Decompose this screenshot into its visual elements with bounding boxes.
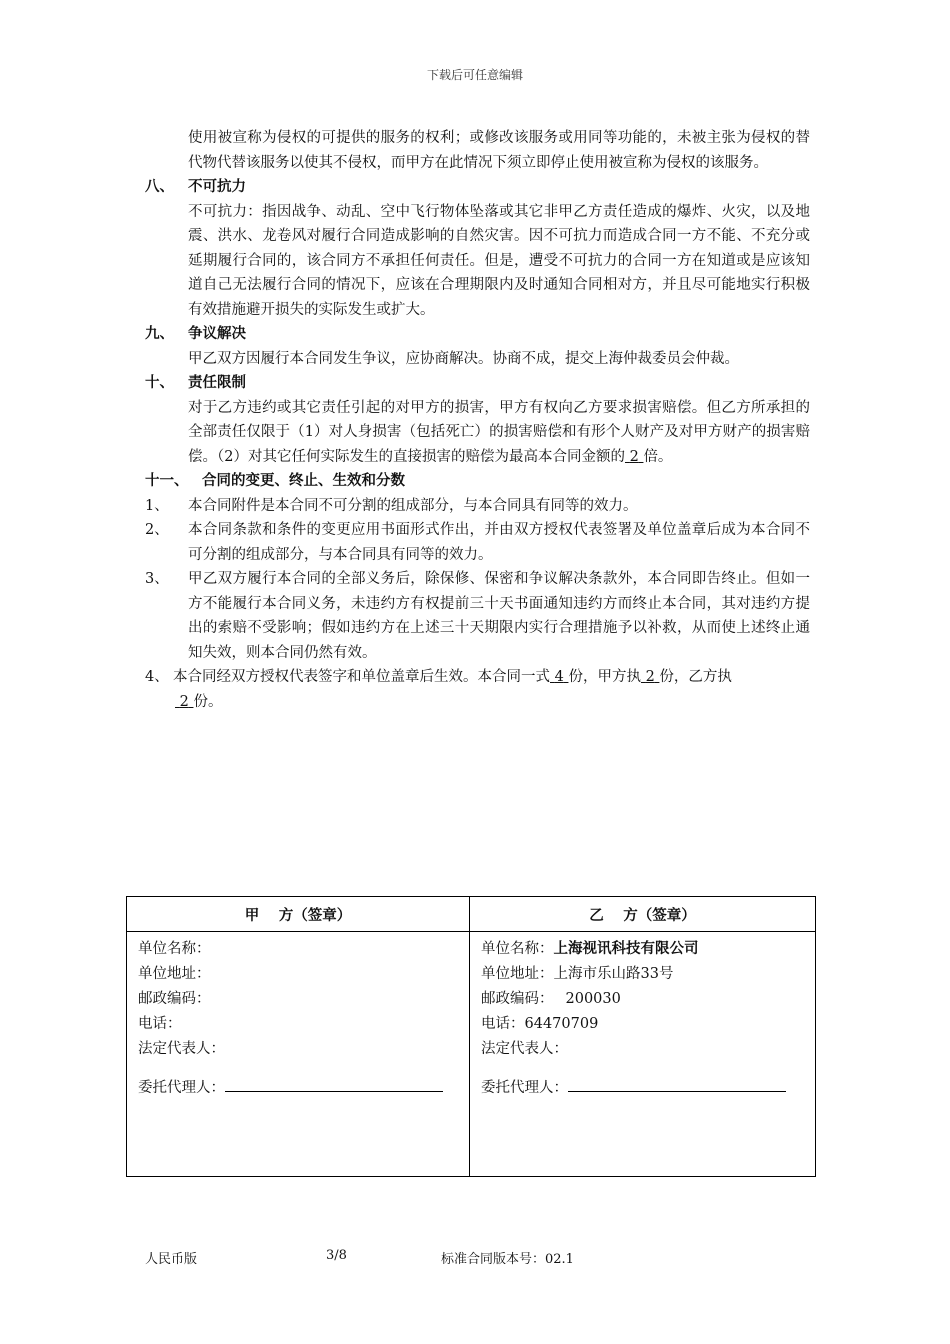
item-number: 3、: [145, 571, 169, 587]
party-b-cell: [470, 932, 816, 1177]
section-title: 合同的变更、终止、生效和分数: [202, 473, 405, 489]
footer-version: 标准合同版本号：02.1: [441, 1252, 574, 1267]
party-a-agent-signature-line[interactable]: [225, 1077, 443, 1092]
section-10-text-end: 倍。: [643, 448, 673, 465]
copies-total: 4: [554, 669, 564, 685]
item-number: 1、: [145, 497, 169, 514]
party-b-name-row: 单位名称：上海视讯科技有限公司: [481, 941, 699, 957]
section-title: 责任限制: [188, 375, 246, 391]
party-b-agent-signature-line[interactable]: [568, 1077, 786, 1092]
item-text: 本合同经双方授权代表签字和单位盖章后生效。本合同一式 4 份，甲方执 2 份，乙方执 2 份。: [173, 669, 732, 710]
party-a-header: 甲 方（签章）: [127, 897, 470, 932]
list-item: [145, 567, 810, 665]
intro-paragraph: 使用被宣称为侵权的可提供的服务的权利；或修改该服务或用同等功能的，未被主张为侵权的替代物代替该服务以使其不侵权，而甲方在此情况下须立即停止使用被宣称为侵权的该服务。: [188, 130, 810, 171]
party-b-postcode-row: 邮政编码： 200030: [481, 991, 621, 1007]
section-10-body: [145, 396, 810, 470]
section-8-heading: [145, 175, 810, 200]
party-b-phone-value: 64470709: [524, 1016, 599, 1032]
section-number: 九、: [145, 326, 174, 342]
liability-multiple: 2: [629, 448, 639, 465]
party-b-address-row: 单位地址：上海市乐山路33号: [481, 966, 674, 982]
list-item: [145, 665, 810, 714]
contract-body: [145, 126, 810, 714]
party-a-agent-row: 委托代理人：: [138, 1076, 458, 1101]
list-item: [145, 494, 810, 519]
party-a-name-label: 单位名称：: [138, 941, 211, 957]
section-number: 十一、: [145, 473, 189, 489]
section-10-text: 对于乙方违约或其它责任引起的对甲方的损害，甲方有权向乙方要求损害赔偿。但乙方所承担的全部责任仅限于（1）对人身损害（包括死亡）的损害赔偿和有形个人财产及对甲方财产的损害赔偿。（2）对其它任何实际发生的直接损害的赔偿为最高本合同金额的: [188, 399, 810, 465]
list-item: [145, 518, 810, 567]
item-text: 甲乙双方履行本合同的全部义务后，除保修、保密和争议解决条款外，本合同即告终止。但如一方不能履行本合同义务，未违约方有权提前三十天书面通知违约方而终止本合同，其对违约方提出的索赔不受影响；假如违约方在上述三十天期限内实行合理措施予以补救，从而使上述终止通知失效，则本合同仍然有效。: [188, 571, 810, 661]
section-8-body: 不可抗力：指因战争、动乱、空中飞行物体坠落或其它非甲乙方责任造成的爆炸、火灾，以及地震、洪水、龙卷风对履行合同造成影响的自然灾害。因不可抗力而造成合同一方不能、不充分或延期履行合同的，该合同方不承担任何责任。但是，遭受不可抗力的合同一方在知道或是应该知道自己无法履行合同的情况下，应该在合理期限内及时通知合同相对方，并且尽可能地实行积极有效措施避开损失的实际发生或扩大。: [188, 203, 810, 318]
section-10-heading: [145, 371, 810, 396]
party-b-postcode-value: 200030: [565, 991, 621, 1007]
copies-party-b: 2: [179, 693, 189, 710]
item-number: 2、: [145, 522, 169, 538]
footer-edition: 人民币版: [145, 1252, 198, 1267]
section-title: 不可抗力: [188, 179, 246, 195]
copies-party-a: 2: [645, 669, 655, 685]
party-b-legal-rep-label: 法定代表人：: [481, 1041, 568, 1057]
item-text: 本合同附件是本合同不可分割的组成部分，与本合同具有同等的效力。: [188, 497, 638, 514]
section-number: 十、: [145, 375, 174, 391]
footer-page-number: 3/8: [326, 1248, 347, 1263]
section-title: 争议解决: [188, 326, 246, 342]
party-b-header: 乙 方（签章）: [470, 897, 816, 932]
section-number: 八、: [145, 179, 174, 195]
party-a-postcode-label: 邮政编码：: [138, 991, 211, 1007]
party-a-cell: [127, 932, 470, 1177]
item-text: 本合同条款和条件的变更应用书面形式作出，并由双方授权代表签署及单位盖章后成为本合同不可分割的组成部分，与本合同具有同等的效力。: [188, 522, 810, 563]
page-header: 下载后可任意编辑: [426, 68, 523, 82]
party-a-legal-rep-label: 法定代表人：: [138, 1041, 225, 1057]
section-9-heading: [145, 322, 810, 347]
party-b-name-value: 上海视讯科技有限公司: [553, 941, 699, 957]
section-9-body: 甲乙双方因履行本合同发生争议，应协商解决。协商不成，提交上海仲裁委员会仲裁。: [188, 350, 739, 367]
section-11-heading: [145, 469, 810, 494]
item-number: 4、: [145, 669, 169, 685]
party-b-phone-row: 电话：64470709: [481, 1016, 599, 1032]
party-a-address-label: 单位地址：: [138, 966, 211, 982]
party-a-phone-label: 电话：: [138, 1016, 182, 1032]
party-b-agent-row: 委托代理人：: [481, 1076, 804, 1101]
party-b-address-value: 上海市乐山路33号: [553, 966, 674, 982]
signature-table: [126, 896, 816, 1177]
